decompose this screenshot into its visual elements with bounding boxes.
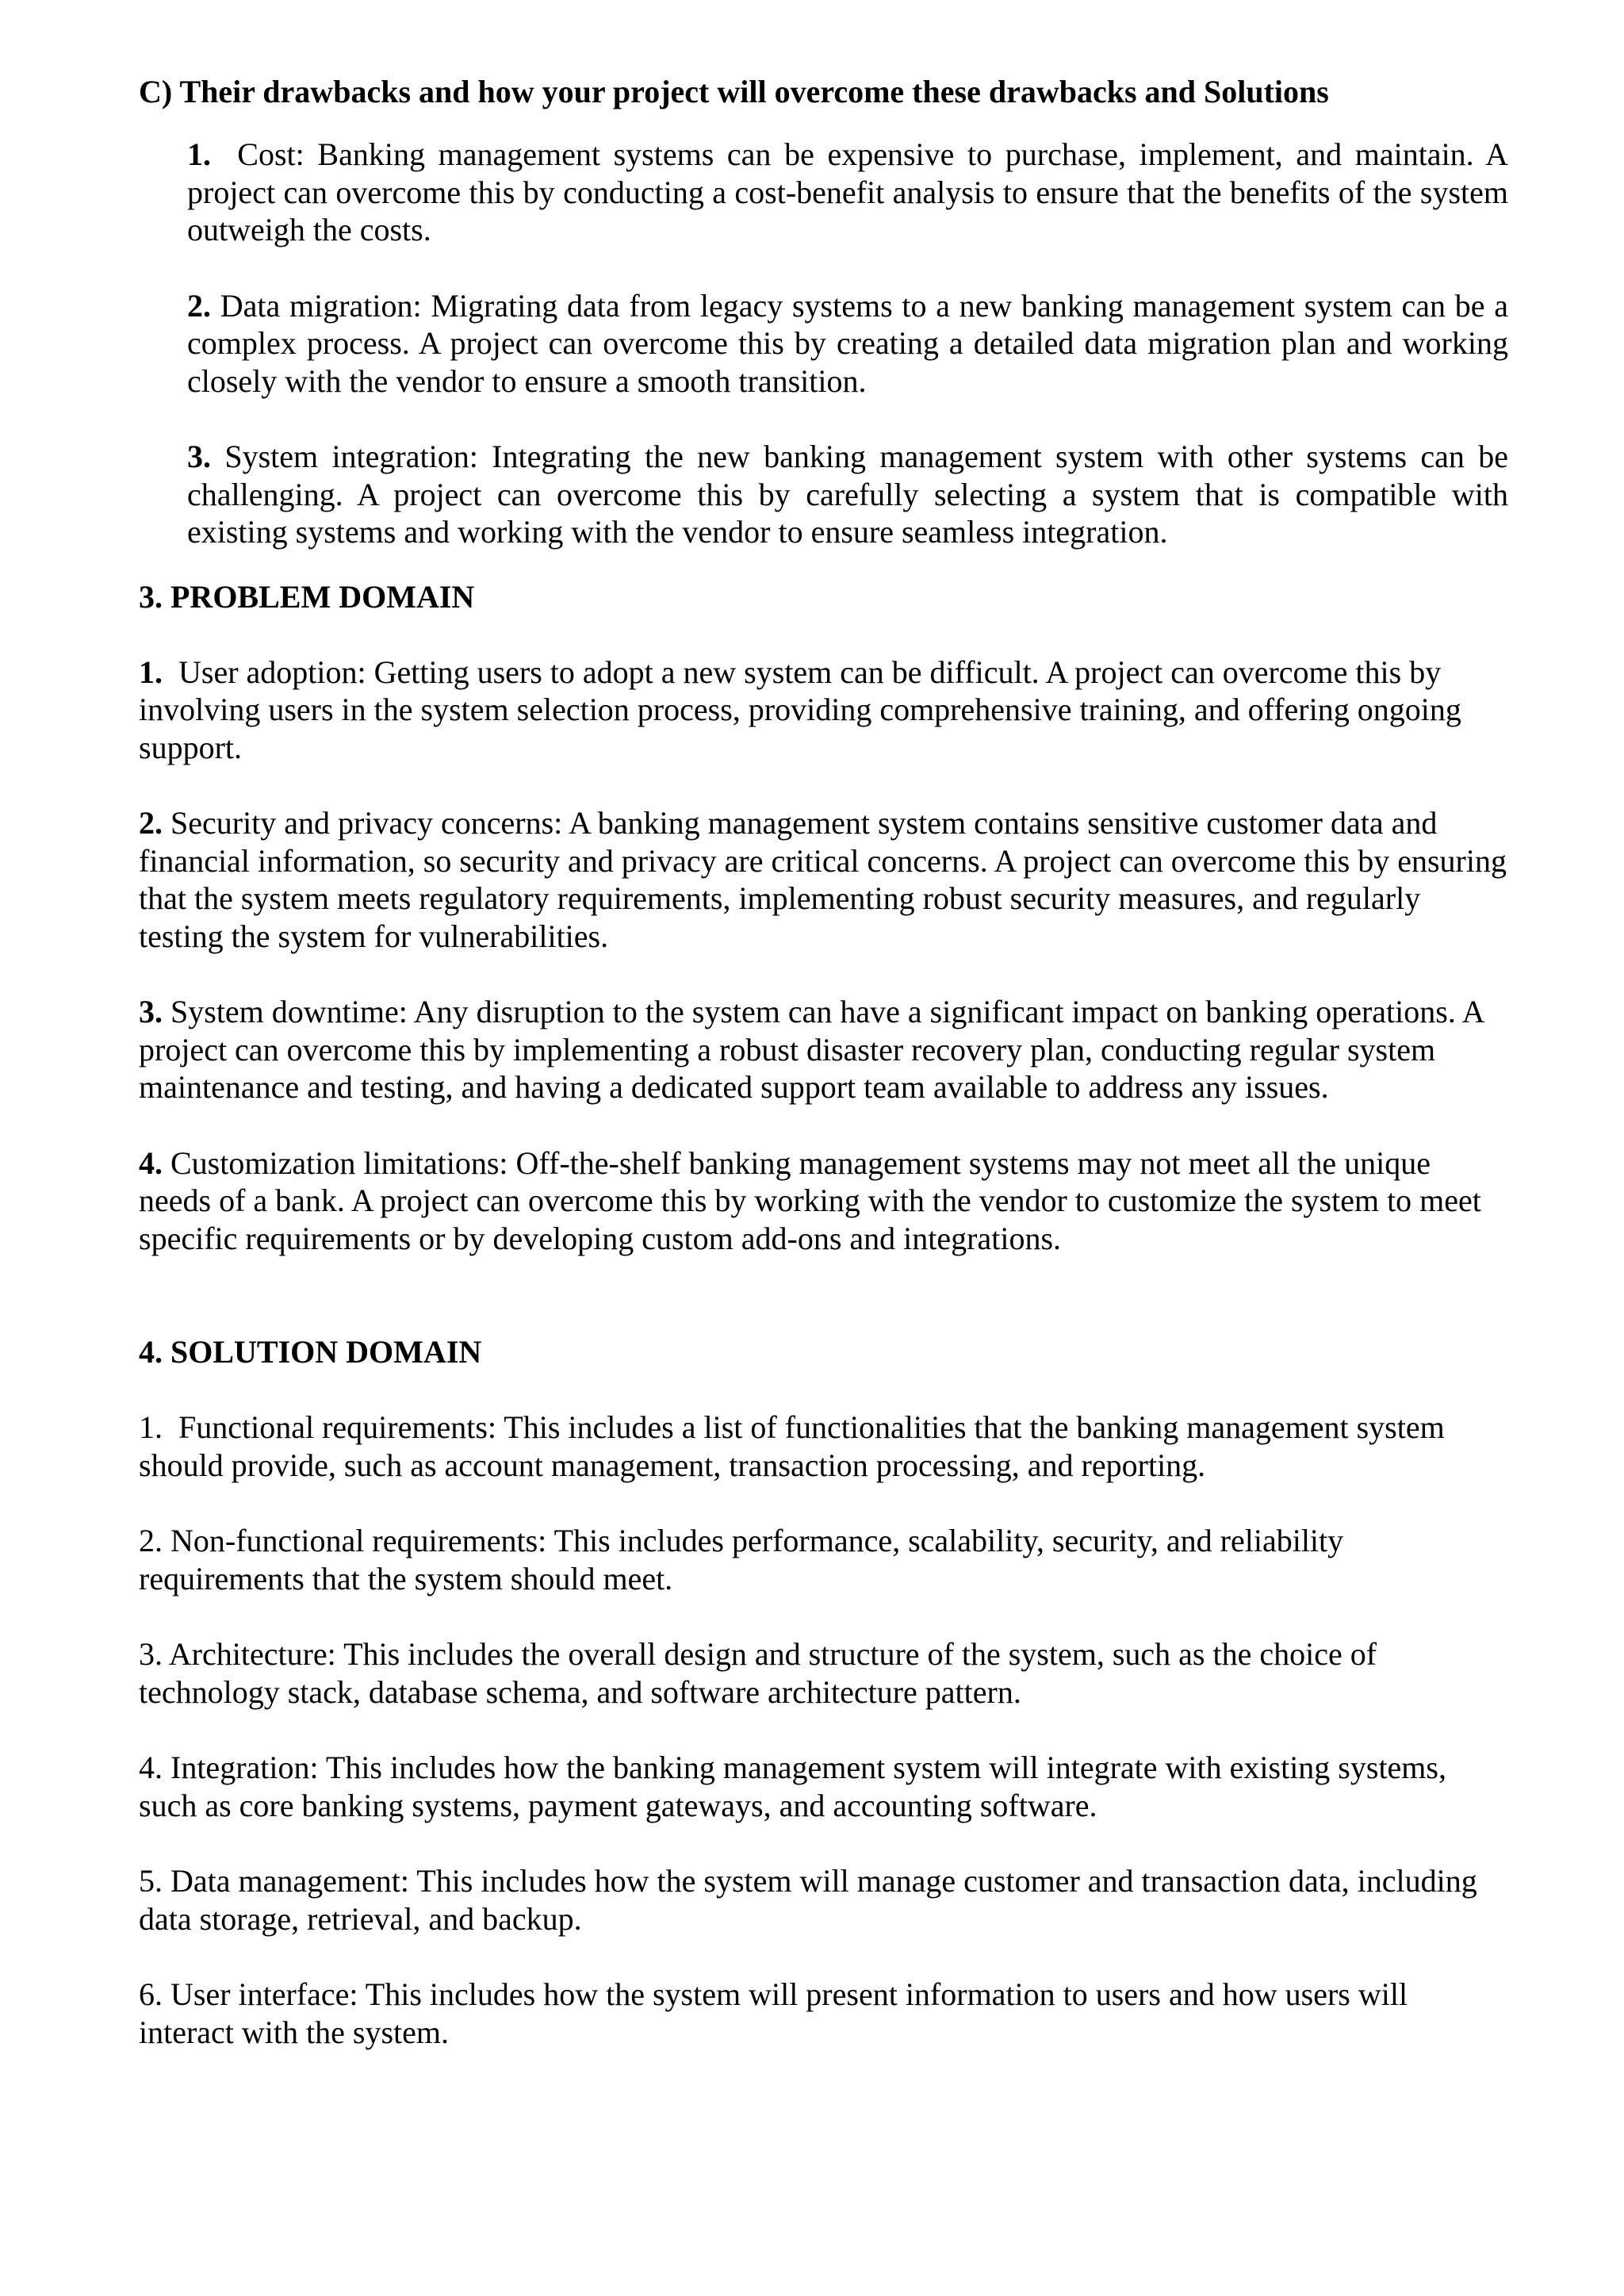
solution-item-1 <box>139 1409 1508 1484</box>
section-c-item-3-num: 3. <box>187 439 211 474</box>
section-c-item-2-text: Data migration: Migrating data from legacy systems to a new banking management system can be a complex process. A project can overcome this by creating a detailed data migration plan and working closely with the vendor to ensure a smooth transition. <box>187 287 1509 399</box>
solution-item-3-text: Architecture: This includes the overall design and structure of the system, such as the choice of technology stack, database schema, and software architecture pattern. <box>139 1636 1377 1710</box>
section-c-heading: C) Their drawbacks and how your project will overcome these drawbacks and Solutions <box>139 74 1329 109</box>
problem-item-1-text: User adoption: Getting users to adopt a new system can be difficult. A project can overcome this by involving users in the system selection process, providing comprehensive training, and offering ongoing support. <box>139 654 1461 765</box>
problem-item-3-text: System downtime: Any disruption to the system can have a significant impact on banking operations. A project can overcome this by implementing a robust disaster recovery plan, conducting regular system maintenance and testing, and having a dedicated support team available to address any issues. <box>139 994 1484 1105</box>
section-c-item-1 <box>187 136 1508 249</box>
problem-item-3 <box>139 993 1508 1106</box>
document-page <box>139 73 1508 2051</box>
section-c-item-2-num: 2. <box>187 287 211 324</box>
problem-item-1-num: 1. <box>139 654 163 690</box>
section-c-item-1-text: Cost: Banking management systems can be expensive to purchase, implement, and maintain. A project can overcome this by conducting a cost-benefit analysis to ensure that the benefits of the system outweigh the costs. <box>187 136 1508 247</box>
solution-item-4-num: 4. <box>139 1750 163 1785</box>
solution-item-5-text: Data management: This includes how the system will manage customer and transaction data, including data storage, retrieval, and backup. <box>139 1863 1477 1937</box>
problem-item-4-num: 4. <box>139 1144 163 1181</box>
section-c-item-3-text: System integration: Integrating the new banking management system with other systems can be challenging. A project can overcome this by carefully selecting a system that is compatible with existing systems and working with the vendor to ensure seamless integration. <box>187 439 1508 550</box>
problem-item-4 <box>139 1144 1508 1258</box>
problem-item-2 <box>139 804 1508 955</box>
solution-item-5-num: 5. <box>139 1863 163 1899</box>
solution-item-4 <box>139 1749 1508 1824</box>
section-c-item-2 <box>187 287 1508 401</box>
solution-item-2-num: 2. <box>139 1523 163 1558</box>
problem-item-4-text: Customization limitations: Off-the-shelf banking management systems may not meet all the unique needs of a bank. A project can overcome this by working with the vendor to customize the system to meet specific requirements or by developing custom add-ons and integrations. <box>139 1144 1481 1256</box>
solution-item-6 <box>139 1976 1508 2051</box>
problem-item-2-num: 2. <box>139 805 163 841</box>
problem-item-3-num: 3. <box>139 994 163 1029</box>
problem-domain-heading: 3. PROBLEM DOMAIN <box>139 578 475 615</box>
solution-item-6-num: 6. <box>139 1976 163 2012</box>
section-c-item-3 <box>187 438 1508 551</box>
solution-item-2-text: Non-functional requirements: This includes performance, scalability, security, and reliability requirements that the system should meet. <box>139 1523 1344 1596</box>
problem-item-2-text: Security and privacy concerns: A banking management system contains sensitive customer data and financial information, so security and privacy are critical concerns. A project can overcome this by ensuring that the system meets regulatory requirements, implementing robust security measures, and regularly testing the system for vulnerabilities. <box>139 805 1507 954</box>
problem-item-1 <box>139 654 1508 767</box>
solution-item-6-text: User interface: This includes how the system will present information to users and how users will interact with the system. <box>139 1976 1408 2050</box>
solution-domain-heading: 4. SOLUTION DOMAIN <box>139 1334 482 1370</box>
solution-item-3-num: 3. <box>139 1636 163 1672</box>
solution-item-4-text: Integration: This includes how the banking management system will integrate with existing systems, such as core banking systems, payment gateways, and accounting software. <box>139 1750 1446 1823</box>
solution-item-5 <box>139 1862 1508 1938</box>
section-c-item-1-num: 1. <box>187 136 211 172</box>
solution-item-2 <box>139 1522 1508 1597</box>
solution-item-1-text: Functional requirements: This includes a list of functionalities that the banking management system should provide, such as account management, transaction processing, and reporting. <box>139 1409 1445 1483</box>
solution-item-3 <box>139 1635 1508 1711</box>
solution-item-1-num: 1. <box>139 1409 163 1445</box>
